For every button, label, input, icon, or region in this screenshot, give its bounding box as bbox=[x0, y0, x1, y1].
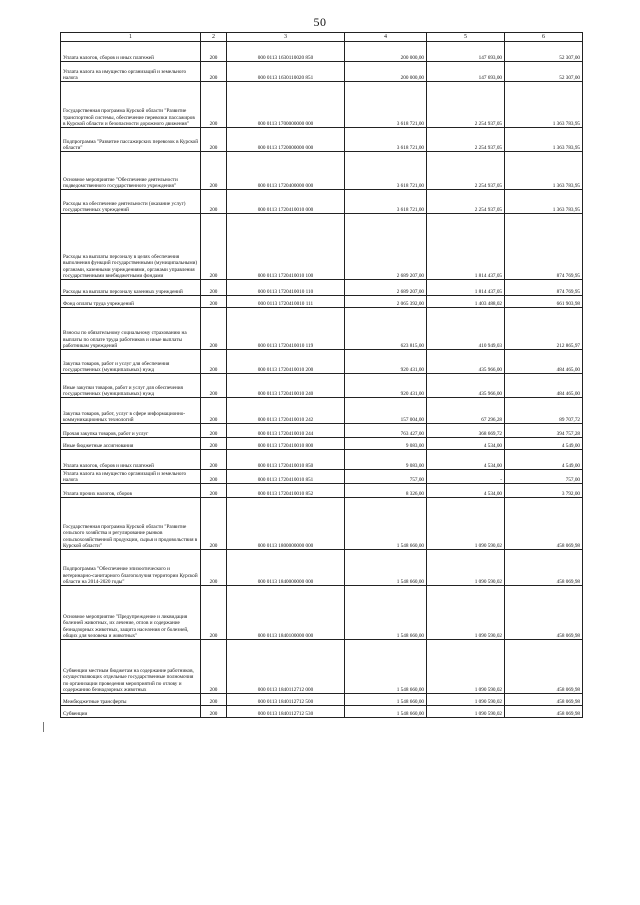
table-row bbox=[61, 706, 583, 718]
row-classifier-cell: 000 0113 1720410010 100 bbox=[227, 214, 345, 280]
row-remaining-cell: 757,00 bbox=[505, 470, 583, 484]
row-approved-cell: 623 815,00 bbox=[345, 308, 427, 350]
row-code-cell: 200 bbox=[201, 350, 227, 374]
table-header-row bbox=[61, 33, 583, 42]
row-approved-cell: 1 548 660,00 bbox=[345, 586, 427, 640]
row-executed-cell: 1 090 590,02 bbox=[427, 640, 505, 694]
row-classifier-cell: 000 0113 1720410010 244 bbox=[227, 424, 345, 438]
row-executed-cell: 4 534,00 bbox=[427, 450, 505, 470]
table-row bbox=[61, 484, 583, 498]
table-row bbox=[61, 128, 583, 152]
table-row bbox=[61, 350, 583, 374]
row-approved-cell: 2 689 207,00 bbox=[345, 214, 427, 280]
table-row bbox=[61, 374, 583, 398]
row-remaining-cell: 484 465,00 bbox=[505, 350, 583, 374]
row-code-cell: 200 bbox=[201, 62, 227, 82]
row-approved-cell: 1 548 660,00 bbox=[345, 694, 427, 706]
table-row bbox=[61, 308, 583, 350]
row-classifier-cell: 000 0113 1840112712 000 bbox=[227, 640, 345, 694]
row-approved-cell: 9 083,00 bbox=[345, 438, 427, 450]
table-row bbox=[61, 82, 583, 128]
row-name-cell: Подпрограмма "Развитие пассажирских перевозок в Курской области" bbox=[61, 128, 201, 152]
row-code-cell: 200 bbox=[201, 190, 227, 214]
row-code-cell: 200 bbox=[201, 214, 227, 280]
row-executed-cell: 147 693,00 bbox=[427, 42, 505, 62]
budget-execution-table bbox=[60, 32, 583, 718]
row-classifier-cell: 000 0113 1720410010 850 bbox=[227, 450, 345, 470]
row-classifier-cell: 000 0113 1720410010 110 bbox=[227, 280, 345, 296]
row-classifier-cell: 000 0113 1720410010 240 bbox=[227, 374, 345, 398]
row-code-cell: 200 bbox=[201, 296, 227, 308]
row-executed-cell: 1 090 590,02 bbox=[427, 498, 505, 550]
header-col-5: 5 bbox=[427, 33, 505, 42]
row-approved-cell: 1 548 660,00 bbox=[345, 640, 427, 694]
row-remaining-cell: 458 069,98 bbox=[505, 694, 583, 706]
row-remaining-cell: 484 465,00 bbox=[505, 374, 583, 398]
row-name-cell: Уплата налога на имущество организаций и земельного налога bbox=[61, 62, 201, 82]
row-code-cell: 200 bbox=[201, 640, 227, 694]
row-remaining-cell: 458 069,98 bbox=[505, 640, 583, 694]
row-executed-cell: 1 090 590,02 bbox=[427, 586, 505, 640]
row-classifier-cell: 000 0113 1720410010 111 bbox=[227, 296, 345, 308]
row-name-cell: Основное мероприятие "Обеспечение деятельности подведомственного государственного учреждения" bbox=[61, 152, 201, 190]
table-row bbox=[61, 62, 583, 82]
row-name-cell: Взносы по обязательному социальному страхованию на выплаты по оплате труда работников и иные выплаты работникам учреждений bbox=[61, 308, 201, 350]
row-approved-cell: 920 431,00 bbox=[345, 374, 427, 398]
table-row bbox=[61, 398, 583, 424]
table-row bbox=[61, 190, 583, 214]
row-code-cell: 200 bbox=[201, 280, 227, 296]
row-name-cell: Субвенции местным бюджетам на содержание работников, осуществляющих отдельные государственные полномочия по организации проведения мероприятий по отлову и содержанию безнадзорных животных bbox=[61, 640, 201, 694]
table-row bbox=[61, 640, 583, 694]
table-row bbox=[61, 498, 583, 550]
row-approved-cell: 920 431,00 bbox=[345, 350, 427, 374]
row-code-cell: 200 bbox=[201, 586, 227, 640]
table-row bbox=[61, 152, 583, 190]
row-name-cell: Подпрограмма "Обеспечение эпизоотического и ветеринарно-санитарного благополучия территории Курской области на 2014-2020 годы" bbox=[61, 550, 201, 586]
row-remaining-cell: 458 069,98 bbox=[505, 550, 583, 586]
margin-mark bbox=[43, 722, 44, 732]
row-approved-cell: 8 326,00 bbox=[345, 484, 427, 498]
table-body bbox=[61, 42, 583, 718]
row-executed-cell: 2 254 937,05 bbox=[427, 128, 505, 152]
row-remaining-cell: 874 769,95 bbox=[505, 214, 583, 280]
row-executed-cell: 4 534,00 bbox=[427, 484, 505, 498]
row-classifier-cell: 000 0113 1840000000 000 bbox=[227, 550, 345, 586]
row-executed-cell: 2 254 937,05 bbox=[427, 152, 505, 190]
row-approved-cell: 2 689 207,00 bbox=[345, 280, 427, 296]
page-number: 50 bbox=[313, 15, 327, 29]
row-classifier-cell: 000 0113 1720410010 852 bbox=[227, 484, 345, 498]
row-remaining-cell: 1 363 783,95 bbox=[505, 82, 583, 128]
row-approved-cell: 2 065 392,00 bbox=[345, 296, 427, 308]
row-code-cell: 200 bbox=[201, 42, 227, 62]
row-name-cell: Расходы на выплаты персоналу казенных учреждений bbox=[61, 280, 201, 296]
row-remaining-cell: 3 792,00 bbox=[505, 484, 583, 498]
row-name-cell: Государственная программа Курской области "Развитие сельского хозяйства и регулирование рынков сельскохозяйственной продукции, сырья и продовольствия в Курской области" bbox=[61, 498, 201, 550]
row-name-cell: Иные бюджетные ассигнования bbox=[61, 438, 201, 450]
row-remaining-cell: 1 363 783,95 bbox=[505, 128, 583, 152]
row-code-cell: 200 bbox=[201, 470, 227, 484]
table-row bbox=[61, 470, 583, 484]
row-executed-cell: 435 966,00 bbox=[427, 350, 505, 374]
row-code-cell: 200 bbox=[201, 82, 227, 128]
row-code-cell: 200 bbox=[201, 374, 227, 398]
row-name-cell: Фонд оплаты труда учреждений bbox=[61, 296, 201, 308]
row-code-cell: 200 bbox=[201, 398, 227, 424]
row-approved-cell: 1 548 660,00 bbox=[345, 498, 427, 550]
row-name-cell: Уплата налогов, сборов и иных платежей bbox=[61, 450, 201, 470]
row-approved-cell: 3 618 721,00 bbox=[345, 82, 427, 128]
row-code-cell: 200 bbox=[201, 424, 227, 438]
table-row bbox=[61, 694, 583, 706]
row-classifier-cell: 000 0113 1630110020 850 bbox=[227, 42, 345, 62]
row-remaining-cell: 52 307,00 bbox=[505, 62, 583, 82]
row-name-cell: Межбюджетные трансферты bbox=[61, 694, 201, 706]
row-code-cell: 200 bbox=[201, 438, 227, 450]
row-name-cell: Иные закупки товаров, работ и услуг для обеспечения государственных (муниципальных) нужд bbox=[61, 374, 201, 398]
row-executed-cell: 410 949,03 bbox=[427, 308, 505, 350]
table-row bbox=[61, 296, 583, 308]
row-approved-cell: 200 000,00 bbox=[345, 62, 427, 82]
row-remaining-cell: 212 865,97 bbox=[505, 308, 583, 350]
row-code-cell: 200 bbox=[201, 128, 227, 152]
row-classifier-cell: 000 0113 1840100000 000 bbox=[227, 586, 345, 640]
row-name-cell: Уплата прочих налогов, сборов bbox=[61, 484, 201, 498]
row-remaining-cell: 458 069,98 bbox=[505, 706, 583, 718]
row-approved-cell: 3 618 721,00 bbox=[345, 128, 427, 152]
row-name-cell: Уплата налога на имущество организаций и земельного налога bbox=[61, 470, 201, 484]
row-name-cell: Расходы на обеспечение деятельности (оказание услуг) государственных учреждений bbox=[61, 190, 201, 214]
row-remaining-cell: 89 707,72 bbox=[505, 398, 583, 424]
header-col-3: 3 bbox=[227, 33, 345, 42]
row-approved-cell: 757,00 bbox=[345, 470, 427, 484]
row-classifier-cell: 000 0113 1840112712 530 bbox=[227, 706, 345, 718]
table-row bbox=[61, 280, 583, 296]
row-remaining-cell: 4 549,00 bbox=[505, 438, 583, 450]
row-classifier-cell: 000 0113 1700000000 000 bbox=[227, 82, 345, 128]
row-code-cell: 200 bbox=[201, 550, 227, 586]
table-row bbox=[61, 586, 583, 640]
header-col-2: 2 bbox=[201, 33, 227, 42]
row-classifier-cell: 000 0113 1720410010 119 bbox=[227, 308, 345, 350]
row-name-cell: Государственная программа Курской области "Развитие транспортной системы, обеспечение перевозки пассажиров в Курской области и безопасности дорожного движения" bbox=[61, 82, 201, 128]
row-remaining-cell: 52 307,00 bbox=[505, 42, 583, 62]
row-name-cell: Уплата налогов, сборов и иных платежей bbox=[61, 42, 201, 62]
row-approved-cell: 3 618 721,00 bbox=[345, 190, 427, 214]
table-row bbox=[61, 214, 583, 280]
row-remaining-cell: 661 903,98 bbox=[505, 296, 583, 308]
row-remaining-cell: 874 769,95 bbox=[505, 280, 583, 296]
row-executed-cell: 1 814 437,05 bbox=[427, 214, 505, 280]
row-executed-cell: - bbox=[427, 470, 505, 484]
row-executed-cell: 1 090 590,02 bbox=[427, 550, 505, 586]
row-approved-cell: 1 548 660,00 bbox=[345, 550, 427, 586]
row-remaining-cell: 1 363 783,95 bbox=[505, 152, 583, 190]
table-row bbox=[61, 42, 583, 62]
row-approved-cell: 1 548 660,00 bbox=[345, 706, 427, 718]
row-classifier-cell: 000 0113 1720410010 851 bbox=[227, 470, 345, 484]
row-code-cell: 200 bbox=[201, 308, 227, 350]
row-approved-cell: 763 427,00 bbox=[345, 424, 427, 438]
row-remaining-cell: 1 363 783,95 bbox=[505, 190, 583, 214]
row-approved-cell: 9 083,00 bbox=[345, 450, 427, 470]
row-executed-cell: 2 254 937,05 bbox=[427, 82, 505, 128]
row-remaining-cell: 458 069,98 bbox=[505, 498, 583, 550]
row-remaining-cell: 394 757,28 bbox=[505, 424, 583, 438]
row-name-cell: Основное мероприятие "Предупреждение и ликвидация болезней животных, их лечение, отлов и содержание безнадзорных животных, защита населения от болезней, общих для человека и животных" bbox=[61, 586, 201, 640]
row-classifier-cell: 000 0113 1720410010 000 bbox=[227, 190, 345, 214]
table-row bbox=[61, 450, 583, 470]
row-code-cell: 200 bbox=[201, 498, 227, 550]
row-executed-cell: 1 090 590,02 bbox=[427, 706, 505, 718]
row-classifier-cell: 000 0113 1720410010 200 bbox=[227, 350, 345, 374]
row-remaining-cell: 4 549,00 bbox=[505, 450, 583, 470]
row-classifier-cell: 000 0113 1720000000 000 bbox=[227, 128, 345, 152]
row-code-cell: 200 bbox=[201, 152, 227, 190]
row-code-cell: 200 bbox=[201, 694, 227, 706]
row-classifier-cell: 000 0113 1630110020 851 bbox=[227, 62, 345, 82]
table-row bbox=[61, 550, 583, 586]
row-classifier-cell: 000 0113 1720400000 000 bbox=[227, 152, 345, 190]
row-remaining-cell: 458 069,98 bbox=[505, 586, 583, 640]
row-name-cell: Субвенции bbox=[61, 706, 201, 718]
table-row bbox=[61, 438, 583, 450]
row-name-cell: Закупка товаров, работ и услуг для обеспечения государственных (муниципальных) нужд bbox=[61, 350, 201, 374]
row-approved-cell: 3 618 721,00 bbox=[345, 152, 427, 190]
row-executed-cell: 1 403 488,02 bbox=[427, 296, 505, 308]
row-approved-cell: 200 000,00 bbox=[345, 42, 427, 62]
row-executed-cell: 1 090 590,02 bbox=[427, 694, 505, 706]
row-executed-cell: 147 693,00 bbox=[427, 62, 505, 82]
row-code-cell: 200 bbox=[201, 484, 227, 498]
row-name-cell: Расходы на выплаты персоналу в целях обеспечения выполнения функций государственными (муниципальными) органами, казенными учреждениями, органами управления государственными внебюджетными фондами bbox=[61, 214, 201, 280]
header-col-4: 4 bbox=[345, 33, 427, 42]
table-row bbox=[61, 424, 583, 438]
row-classifier-cell: 000 0113 1720410010 242 bbox=[227, 398, 345, 424]
row-name-cell: Закупка товаров, работ, услуг в сфере информационно-коммуникационных технологий bbox=[61, 398, 201, 424]
row-executed-cell: 4 534,00 bbox=[427, 438, 505, 450]
row-classifier-cell: 000 0113 1800000000 000 bbox=[227, 498, 345, 550]
row-code-cell: 200 bbox=[201, 706, 227, 718]
row-executed-cell: 435 966,00 bbox=[427, 374, 505, 398]
header-col-1: 1 bbox=[61, 33, 201, 42]
row-name-cell: Прочая закупка товаров, работ и услуг bbox=[61, 424, 201, 438]
row-executed-cell: 1 814 437,05 bbox=[427, 280, 505, 296]
header-col-6: 6 bbox=[505, 33, 583, 42]
row-classifier-cell: 000 0113 1840112712 500 bbox=[227, 694, 345, 706]
row-executed-cell: 2 254 937,05 bbox=[427, 190, 505, 214]
row-executed-cell: 368 669,72 bbox=[427, 424, 505, 438]
row-approved-cell: 157 004,00 bbox=[345, 398, 427, 424]
row-executed-cell: 67 296,28 bbox=[427, 398, 505, 424]
row-classifier-cell: 000 0113 1720410010 800 bbox=[227, 438, 345, 450]
row-code-cell: 200 bbox=[201, 450, 227, 470]
